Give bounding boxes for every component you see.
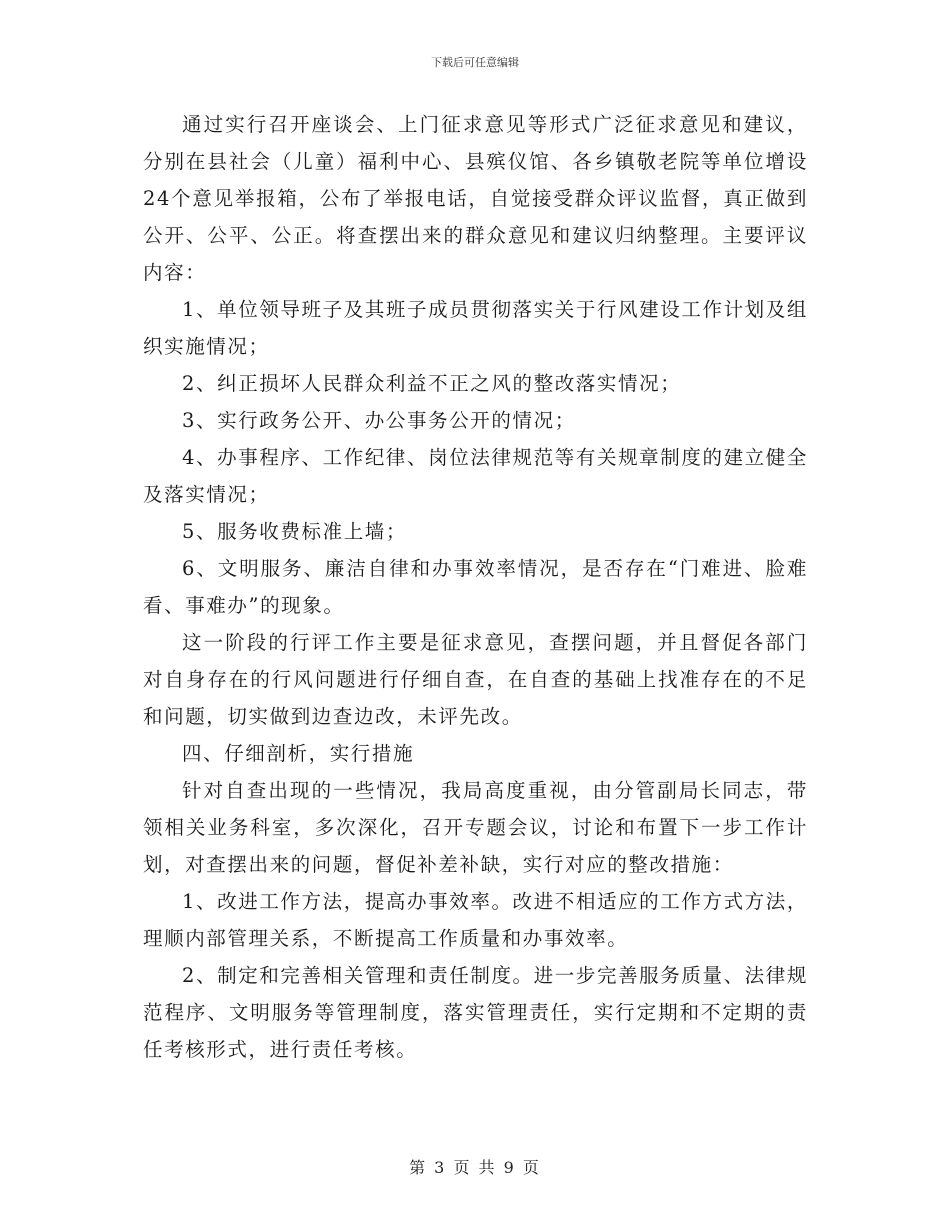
page-number-footer: 第 3 页 共 9 页: [409, 1158, 541, 1177]
list-item-6: 6、文明服务、廉洁自律和办事效率情况，是否存在“门难进、脸难看、事难办”的现象。: [143, 557, 808, 617]
paragraph-intro: 通过实行召开座谈会、上门征求意见等形式广泛征求意见和建议，分别在县社会（儿童）福利中心、县殡仪馆、各乡镇敬老院等单位增设24个意见举报箱，公布了举报电话，自觉接受群众评议监督，真正做到公开、公平、公正。将查摆出来的群众意见和建议归纳整理。主要评议内容：: [143, 113, 808, 284]
measure-item-2: 2、制定和完善相关管理和责任制度。进一步完善服务质量、法律规范程序、文明服务等管理制度，落实管理责任，实行定期和不定期的责任考核形式，进行责任考核。: [143, 964, 808, 1061]
list-item-2: 2、纠正损坏人民群众利益不正之风的整改落实情况；: [182, 372, 682, 395]
page-header-note: 下载后可任意编辑: [431, 56, 519, 69]
list-item-4: 4、办事程序、工作纪律、岗位法律规范等有关规章制度的建立健全及落实情况；: [143, 446, 808, 506]
measure-item-1: 1、改进工作方法，提高办事效率。改进不相适应的工作方式方法，理顺内部管理关系，不断提高工作质量和办事效率。: [143, 890, 808, 950]
list-item-3: 3、实行政务公开、办公事务公开的情况；: [182, 409, 576, 432]
paragraph-stage-summary: 这一阶段的行评工作主要是征求意见，查摆问题，并且督促各部门对自身存在的行风问题进行仔细自查，在自查的基础上找准存在的不足和问题，切实做到边查边改，未评先改。: [143, 631, 808, 728]
paragraph-measures-intro: 针对自查出现的一些情况，我局高度重视，由分管副局长同志，带领相关业务科室，多次深化，召开专题会议，讨论和布置下一步工作计划，对查摆出来的问题，督促补差补缺，实行对应的整改措施：: [143, 779, 808, 876]
section-heading-4: 四、仔细剖析，实行措施: [182, 742, 415, 765]
list-item-1: 1、单位领导班子及其班子成员贯彻落实关于行风建设工作计划及组织实施情况；: [143, 298, 808, 358]
list-item-5: 5、服务收费标准上墙；: [182, 520, 408, 543]
document-body: [143, 106, 808, 1068]
